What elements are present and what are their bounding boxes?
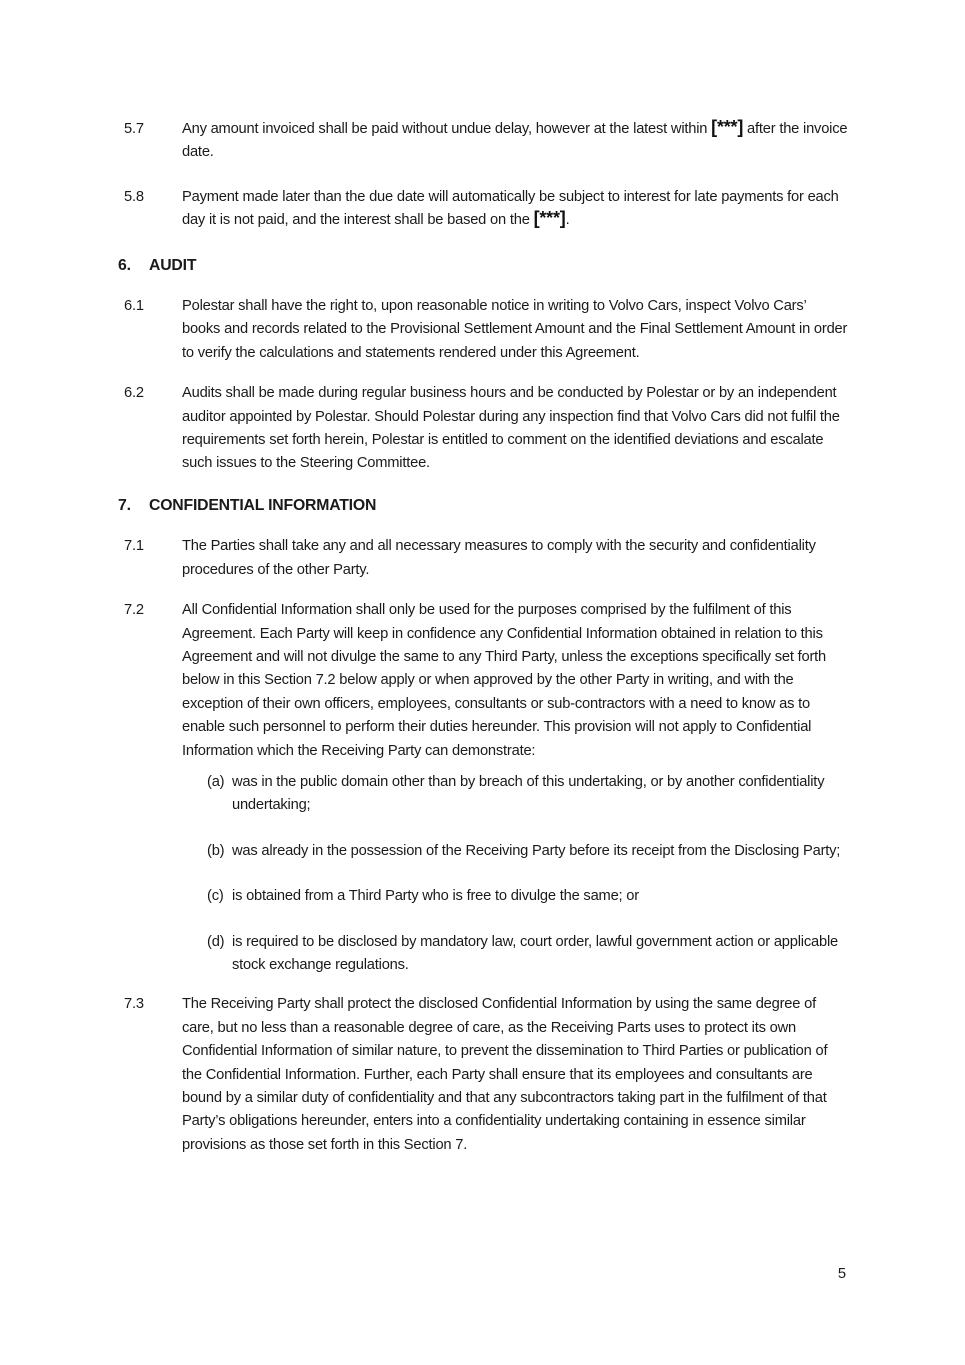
section-heading-audit xyxy=(118,254,848,277)
clause-5-7 xyxy=(118,118,848,165)
list-item-c xyxy=(207,885,848,908)
clause-number: 6.1 xyxy=(124,298,144,315)
redaction-mark: [***] xyxy=(711,117,744,137)
clause-text xyxy=(182,186,848,233)
clause-text-segment: after the invoice date. xyxy=(182,121,848,161)
clause-number: 7.1 xyxy=(124,538,144,555)
clause-text-segment: Payment made later than the due date will automatically be subject to interest for late payments for each day it is not paid, and the interest shall be based on the xyxy=(182,188,839,229)
clause-text: The Receiving Party shall protect the disclosed Confidential Information by using the same degree of care, but no less than a reasonable degree of care, as the Receiving Parts uses to protect its own Confidential Information of similar nature, to prevent the dissemination to Third Parties or publication of the Confidential Information. Further, each Party shall ensure that its employees and consultants are bound by a similar duty of confidentiality and that any subcontractors taking part in the fulfilment of that Party’s obligations hereunder, enters into a confidentiality undertaking containing in essence similar provisions as those set forth in this Section 7. xyxy=(182,996,828,1153)
clause-text: Audits shall be made during regular business hours and be conducted by Polestar or by an independent auditor appointed by Polestar. Should Polestar during any inspection find that Volvo Cars did not fulfil the requirements set forth herein, Polestar is entitled to comment on the identified deviations and escalate such issues to the Steering Committee. xyxy=(182,385,840,472)
list-item-text: is obtained from a Third Party who is free to divulge the same; or xyxy=(232,888,639,905)
clause-number: 5.7 xyxy=(124,121,144,137)
clause-text-segment: Any amount invoiced shall be paid without undue delay, however at the latest within xyxy=(182,121,712,137)
section-number: 7. xyxy=(118,496,131,514)
list-item-label: (c) xyxy=(207,888,224,905)
clause-5-8 xyxy=(118,186,848,233)
clause-text: Polestar shall have the right to, upon reasonable notice in writing to Volvo Cars, inspect Volvo Cars’ books and records related to the Provisional Settlement Amount and the Final Settlement Amount in order to verify the calculations and statements rendered under this Agreement. xyxy=(182,298,848,361)
list-item-b xyxy=(207,840,848,863)
list-item-text: was in the public domain other than by breach of this undertaking, or by another confidentiality undertaking; xyxy=(232,773,825,814)
list-item-label: (d) xyxy=(207,933,225,950)
section-heading-confidential-information xyxy=(118,494,848,517)
clause-6-1 xyxy=(118,295,848,365)
section-title: AUDIT xyxy=(149,256,197,274)
clause-7-3 xyxy=(118,993,848,1157)
redaction-mark: [***] xyxy=(533,208,566,229)
clause-number: 7.2 xyxy=(124,602,144,619)
clause-text: All Confidential Information shall only be used for the purposes comprised by the fulfilment of this Agreement. Each Party will keep in confidence any Confidential Information obtained in relation to this Agreement and will not divulge the same to any Third Party, unless the exceptions specifically set forth below in this Section 7.2 below apply or when approved by the other Party in writing, and with the exception of their own officers, employees, consultants or sub-contractors with a need to know as to enable such personnel to perform their duties hereunder. This provision will not apply to Confidential Information which the Receiving Party can demonstrate: xyxy=(182,602,827,759)
clause-text xyxy=(182,118,848,165)
clause-7-1 xyxy=(118,535,848,582)
page-number: 5 xyxy=(837,1266,846,1282)
clause-text: The Parties shall take any and all necessary measures to comply with the security and confidentiality procedures of the other Party. xyxy=(182,538,816,578)
list-item-text: is required to be disclosed by mandatory law, court order, lawful government action or applicable stock exchange regulations. xyxy=(232,933,838,973)
clause-text-segment: . xyxy=(565,212,570,229)
clause-6-2 xyxy=(118,382,848,476)
clause-number: 6.2 xyxy=(124,385,144,402)
list-item-label: (a) xyxy=(207,773,225,790)
list-item-label: (b) xyxy=(207,842,225,859)
clause-number: 5.8 xyxy=(124,188,144,205)
section-number: 6. xyxy=(118,256,131,274)
list-item-d xyxy=(207,931,848,978)
document-body xyxy=(118,118,848,1157)
section-title: CONFIDENTIAL INFORMATION xyxy=(149,496,377,514)
clause-7-2 xyxy=(118,599,848,763)
list-item-text: was already in the possession of the Receiving Party before its receipt from the Disclosing Party; xyxy=(232,842,841,859)
list-item-a xyxy=(207,771,848,818)
clause-number: 7.3 xyxy=(124,996,144,1013)
